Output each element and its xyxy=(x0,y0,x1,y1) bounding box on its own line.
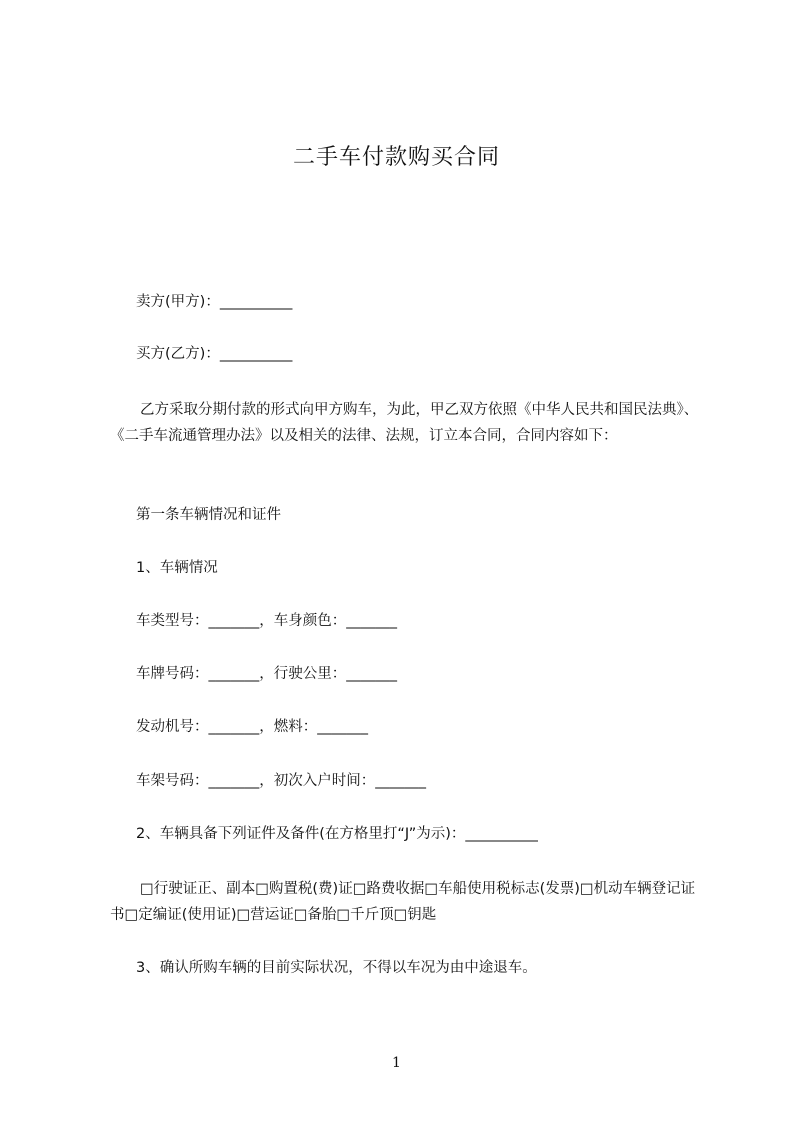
section1-heading: 1、车辆情况 xyxy=(136,560,218,576)
documents-checklist: □行驶证正、副本□购置税(费)证□路费收据□车船使用税标志(发票)□机动车辆登记证书□定编证(使用证)□营运证□备胎□千斤顶□钥匙 xyxy=(110,881,696,923)
section2-heading: 2、车辆具备下列证件及备件(在方格里打“J”为示)：__________ xyxy=(136,826,538,842)
article1-heading: 第一条车辆情况和证件 xyxy=(136,507,281,523)
seller-line: 卖方(甲方)：__________ xyxy=(136,294,293,310)
buyer-line: 买方(乙方)：__________ xyxy=(136,346,293,362)
intro-paragraph: 乙方采取分期付款的形式向甲方购车，为此，甲乙双方依照《中华人民共和国民法典》、《二手车流通管理办法》以及相关的法律、法规，订立本合同，合同内容如下： xyxy=(110,402,699,444)
engine-fuel-line: 发动机号：_______，燃料：_______ xyxy=(136,719,368,735)
page-number: 1 xyxy=(392,1055,401,1071)
contract-title: 二手车付款购买合同 xyxy=(292,145,500,170)
section3-text: 3、确认所购车辆的目前实际状况，不得以车况为由中途退车。 xyxy=(136,960,537,976)
frame-registration-line: 车架号码：_______，初次入户时间：_______ xyxy=(136,773,426,789)
plate-mileage-line: 车牌号码：_______，行驶公里：_______ xyxy=(136,666,397,682)
vehicle-model-color-line: 车类型号：_______，车身颜色：_______ xyxy=(136,613,397,629)
